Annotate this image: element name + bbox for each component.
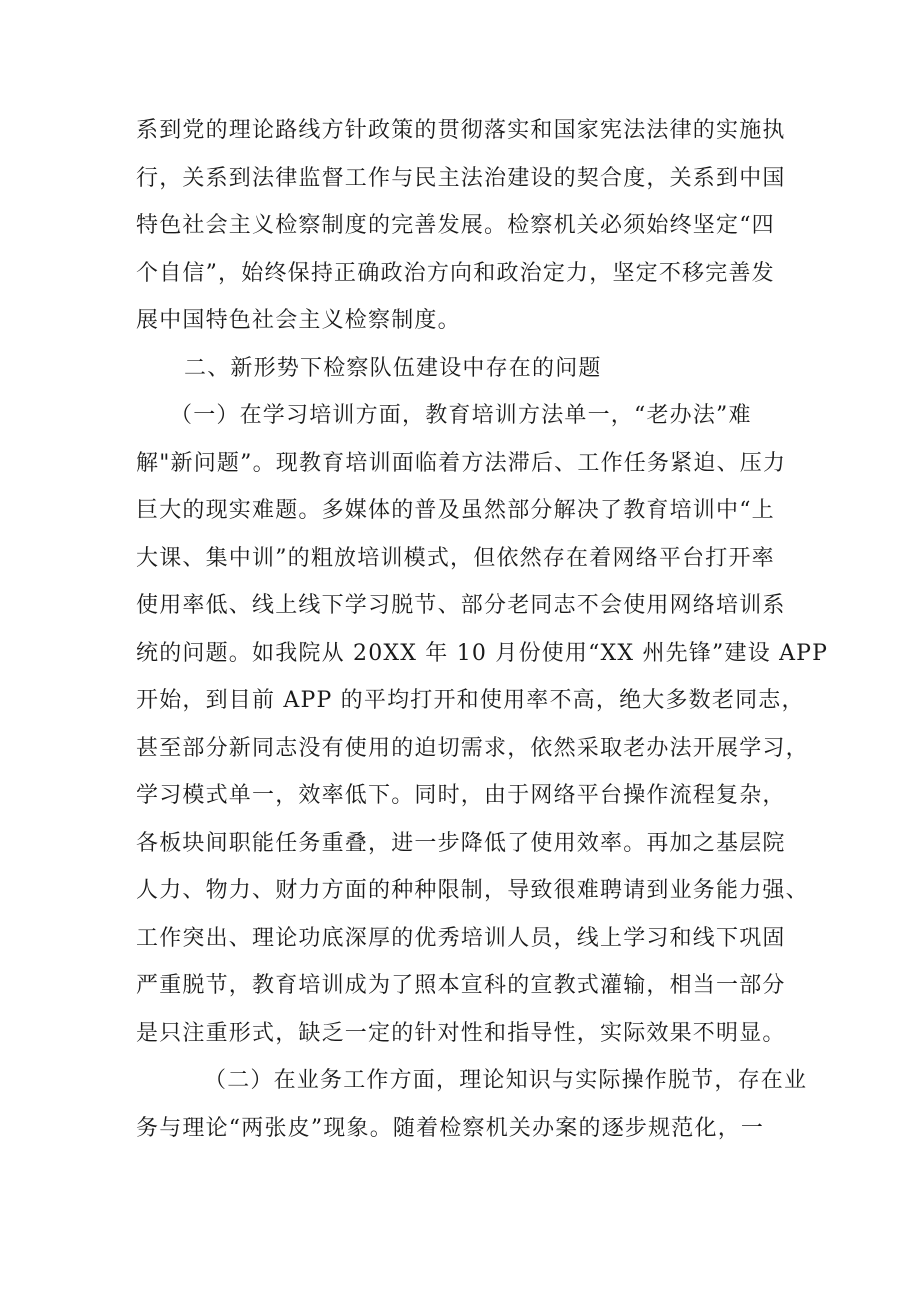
text-line: 个自信”，始终保持正确政治方向和政治定力，坚定不移完善发 xyxy=(136,260,775,286)
text-line: 各板块间职能任务重叠，进一步降低了使用效率。再加之基层院 xyxy=(136,830,786,856)
subsection-heading: （二）在业务工作方面，理论知识与实际操作脱节，存在业 xyxy=(204,1068,808,1093)
text-line: 大课、集中训”的粗放培训模式，但依然存在着网络平台打开率 xyxy=(136,545,775,571)
text-line: 人力、物力、财力方面的种种限制，导致很难聘请到业务能力强、 xyxy=(136,878,809,903)
text-line: 巨大的现实难题。多媒体的普及虽然部分解决了教育培训中“上 xyxy=(136,498,775,523)
text-line: 工作突出、理论功底深厚的优秀培训人员，线上学习和线下巩固 xyxy=(136,925,786,951)
text-line: 甚至部分新同志没有使用的迫切需求，依然采取老办法开展学习， xyxy=(136,735,809,761)
text-line: 系到党的理论路线方针政策的贯彻落实和国家宪法法律的实施执 xyxy=(136,118,786,143)
section-heading: 二、新形势下检察队伍建设中存在的问题 xyxy=(184,355,602,381)
subsection-heading: （一）在学习培训方面，教育培训方法单一，“老办法”难 xyxy=(170,403,752,428)
text-line: 开始，到目前 APP 的平均打开和使用率不高，绝大多数老同志， xyxy=(136,688,805,713)
text-line: 是只注重形式，缺乏一定的针对性和指导性，实际效果不明显。 xyxy=(136,1020,786,1046)
text-line: 严重脱节，教育培训成为了照本宣科的宣教式灌输，相当一部分 xyxy=(136,973,786,998)
text-line: 解"新问题”。现教育培训面临着方法滞后、工作任务紧迫、压力 xyxy=(136,450,787,476)
text-line: 展中国特色社会主义检察制度。 xyxy=(136,308,461,333)
text-line: 使用率低、线上线下学习脱节、部分老同志不会使用网络培训系 xyxy=(136,593,786,618)
text-line: 学习模式单一，效率低下。同时，由于网络平台操作流程复杂， xyxy=(136,783,786,808)
text-line: 统的问题。如我院从 20XX 年 10 月份使用“XX 州先锋”建设 APP xyxy=(136,640,829,666)
text-line: 行，关系到法律监督工作与民主法治建设的契合度，关系到中国 xyxy=(136,165,786,191)
text-line: 务与理论“两张皮”现象。随着检察机关办案的逐步规范化，一 xyxy=(136,1115,765,1141)
text-line: 特色社会主义检察制度的完善发展。检察机关必须始终坚定“四 xyxy=(136,213,775,238)
